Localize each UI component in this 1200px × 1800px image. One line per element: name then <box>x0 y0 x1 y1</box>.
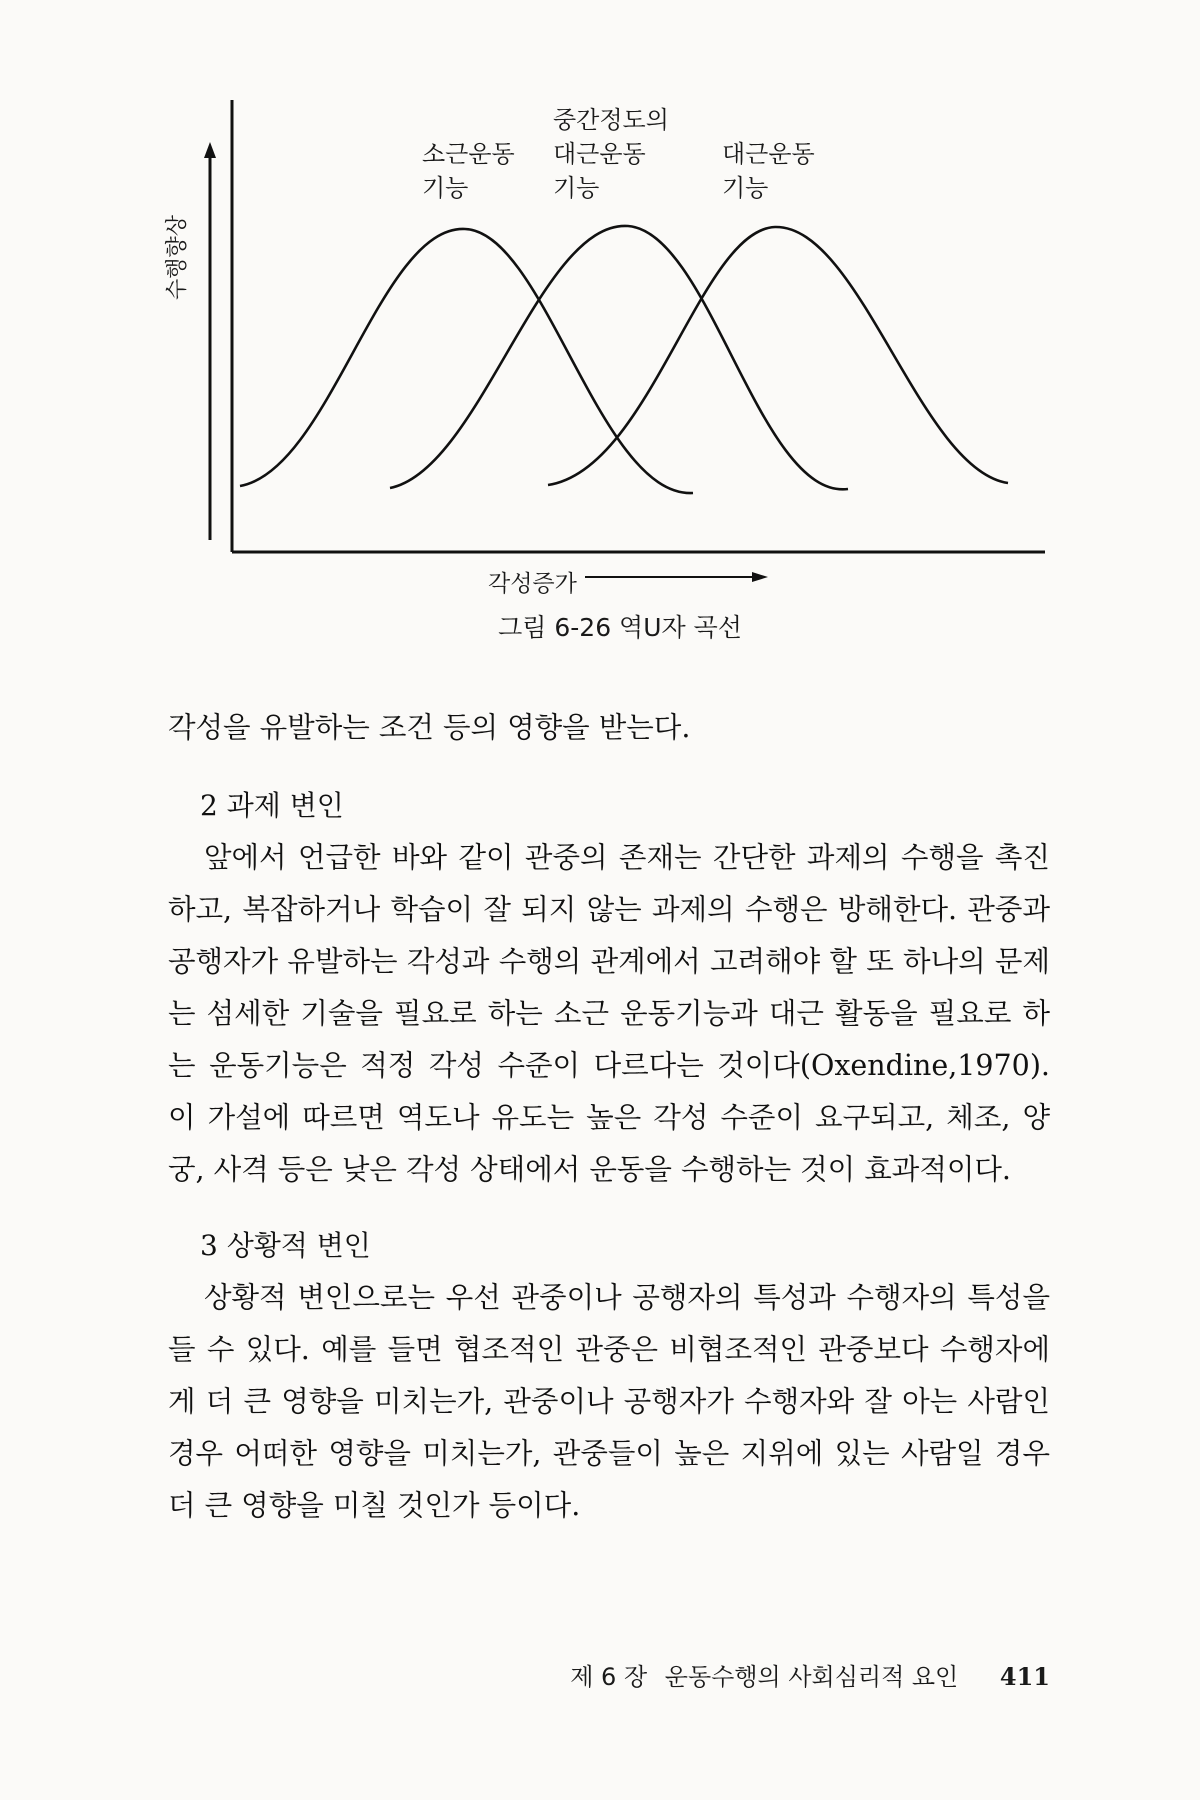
x-label-arrow-head <box>752 572 768 582</box>
y-axis-arrow-head <box>204 142 216 158</box>
footer-chapter: 제 6 장 <box>570 1663 648 1691</box>
figure-plot <box>0 0 1200 640</box>
intermediate-motor-curve <box>390 226 848 489</box>
curve-label-fine-motor: 소근운동 기능 <box>422 140 515 202</box>
fine-motor-curve <box>240 229 693 493</box>
running-footer <box>560 1657 1050 1692</box>
y-axis-label: 수행향상 <box>165 214 190 300</box>
gross-motor-curve <box>548 227 1008 485</box>
section-heading-situational-variables: 3 상황적 변인 <box>200 1229 371 1262</box>
section-heading-task-variables: 2 과제 변인 <box>200 789 344 822</box>
footer-chapter-title: 운동수행의 사회심리적 요인 <box>664 1663 959 1691</box>
inverted-u-figure <box>0 0 1200 640</box>
curve-label-intermediate: 중간정도의 대근운동 기능 <box>553 106 669 202</box>
body-text <box>168 702 1050 1532</box>
paragraph-situational-variables: 상황적 변인으로는 우선 관중이나 공행자의 특성과 수행자의 특성을 들 수 있다. 예를 들면 협조적인 관중은 비협조적인 관중보다 수행자에게 더 큰 영향을 미치는가, 관중이나 공행자가 수행자와 잘 아는 사람인 경우 어떠한 영향을 미치는가, 관중들이 높은 지위에 있는 사람일 경우 더 큰 영향을 미칠 것인가 등이다. <box>168 1281 1050 1522</box>
figure-caption: 그림 6-26 역U자 곡선 <box>498 613 742 642</box>
spacer <box>168 1196 1050 1220</box>
paragraph-task-variables: 앞에서 언급한 바와 같이 관중의 존재는 간단한 과제의 수행을 촉진하고, 복잡하거나 학습이 잘 되지 않는 과제의 수행은 방해한다. 관중과 공행자가 유발하는 각성과 수행의 관계에서 고려해야 할 또 하나의 문제는 섬세한 기술을 필요로 하는 소근 운동기능과 대근 활동을 필요로 하는 운동기능은 적정 각성 수준이 다르다는 것이다(Oxendine,1970). 이 가설에 따르면 역도나 유도는 높은 각성 수준이 요구되고, 체조, 양궁, 사격 등은 낮은 각성 상태에서 운동을 수행하는 것이 효과적이다. <box>168 841 1050 1186</box>
curve-label-gross-motor: 대근운동 기능 <box>722 140 815 202</box>
spacer <box>168 754 1050 780</box>
x-axis-label: 각성증가 <box>488 571 577 597</box>
paragraph-continuation: 각성을 유발하는 조건 등의 영향을 받는다. <box>168 711 691 744</box>
page-number: 411 <box>999 1662 1050 1691</box>
